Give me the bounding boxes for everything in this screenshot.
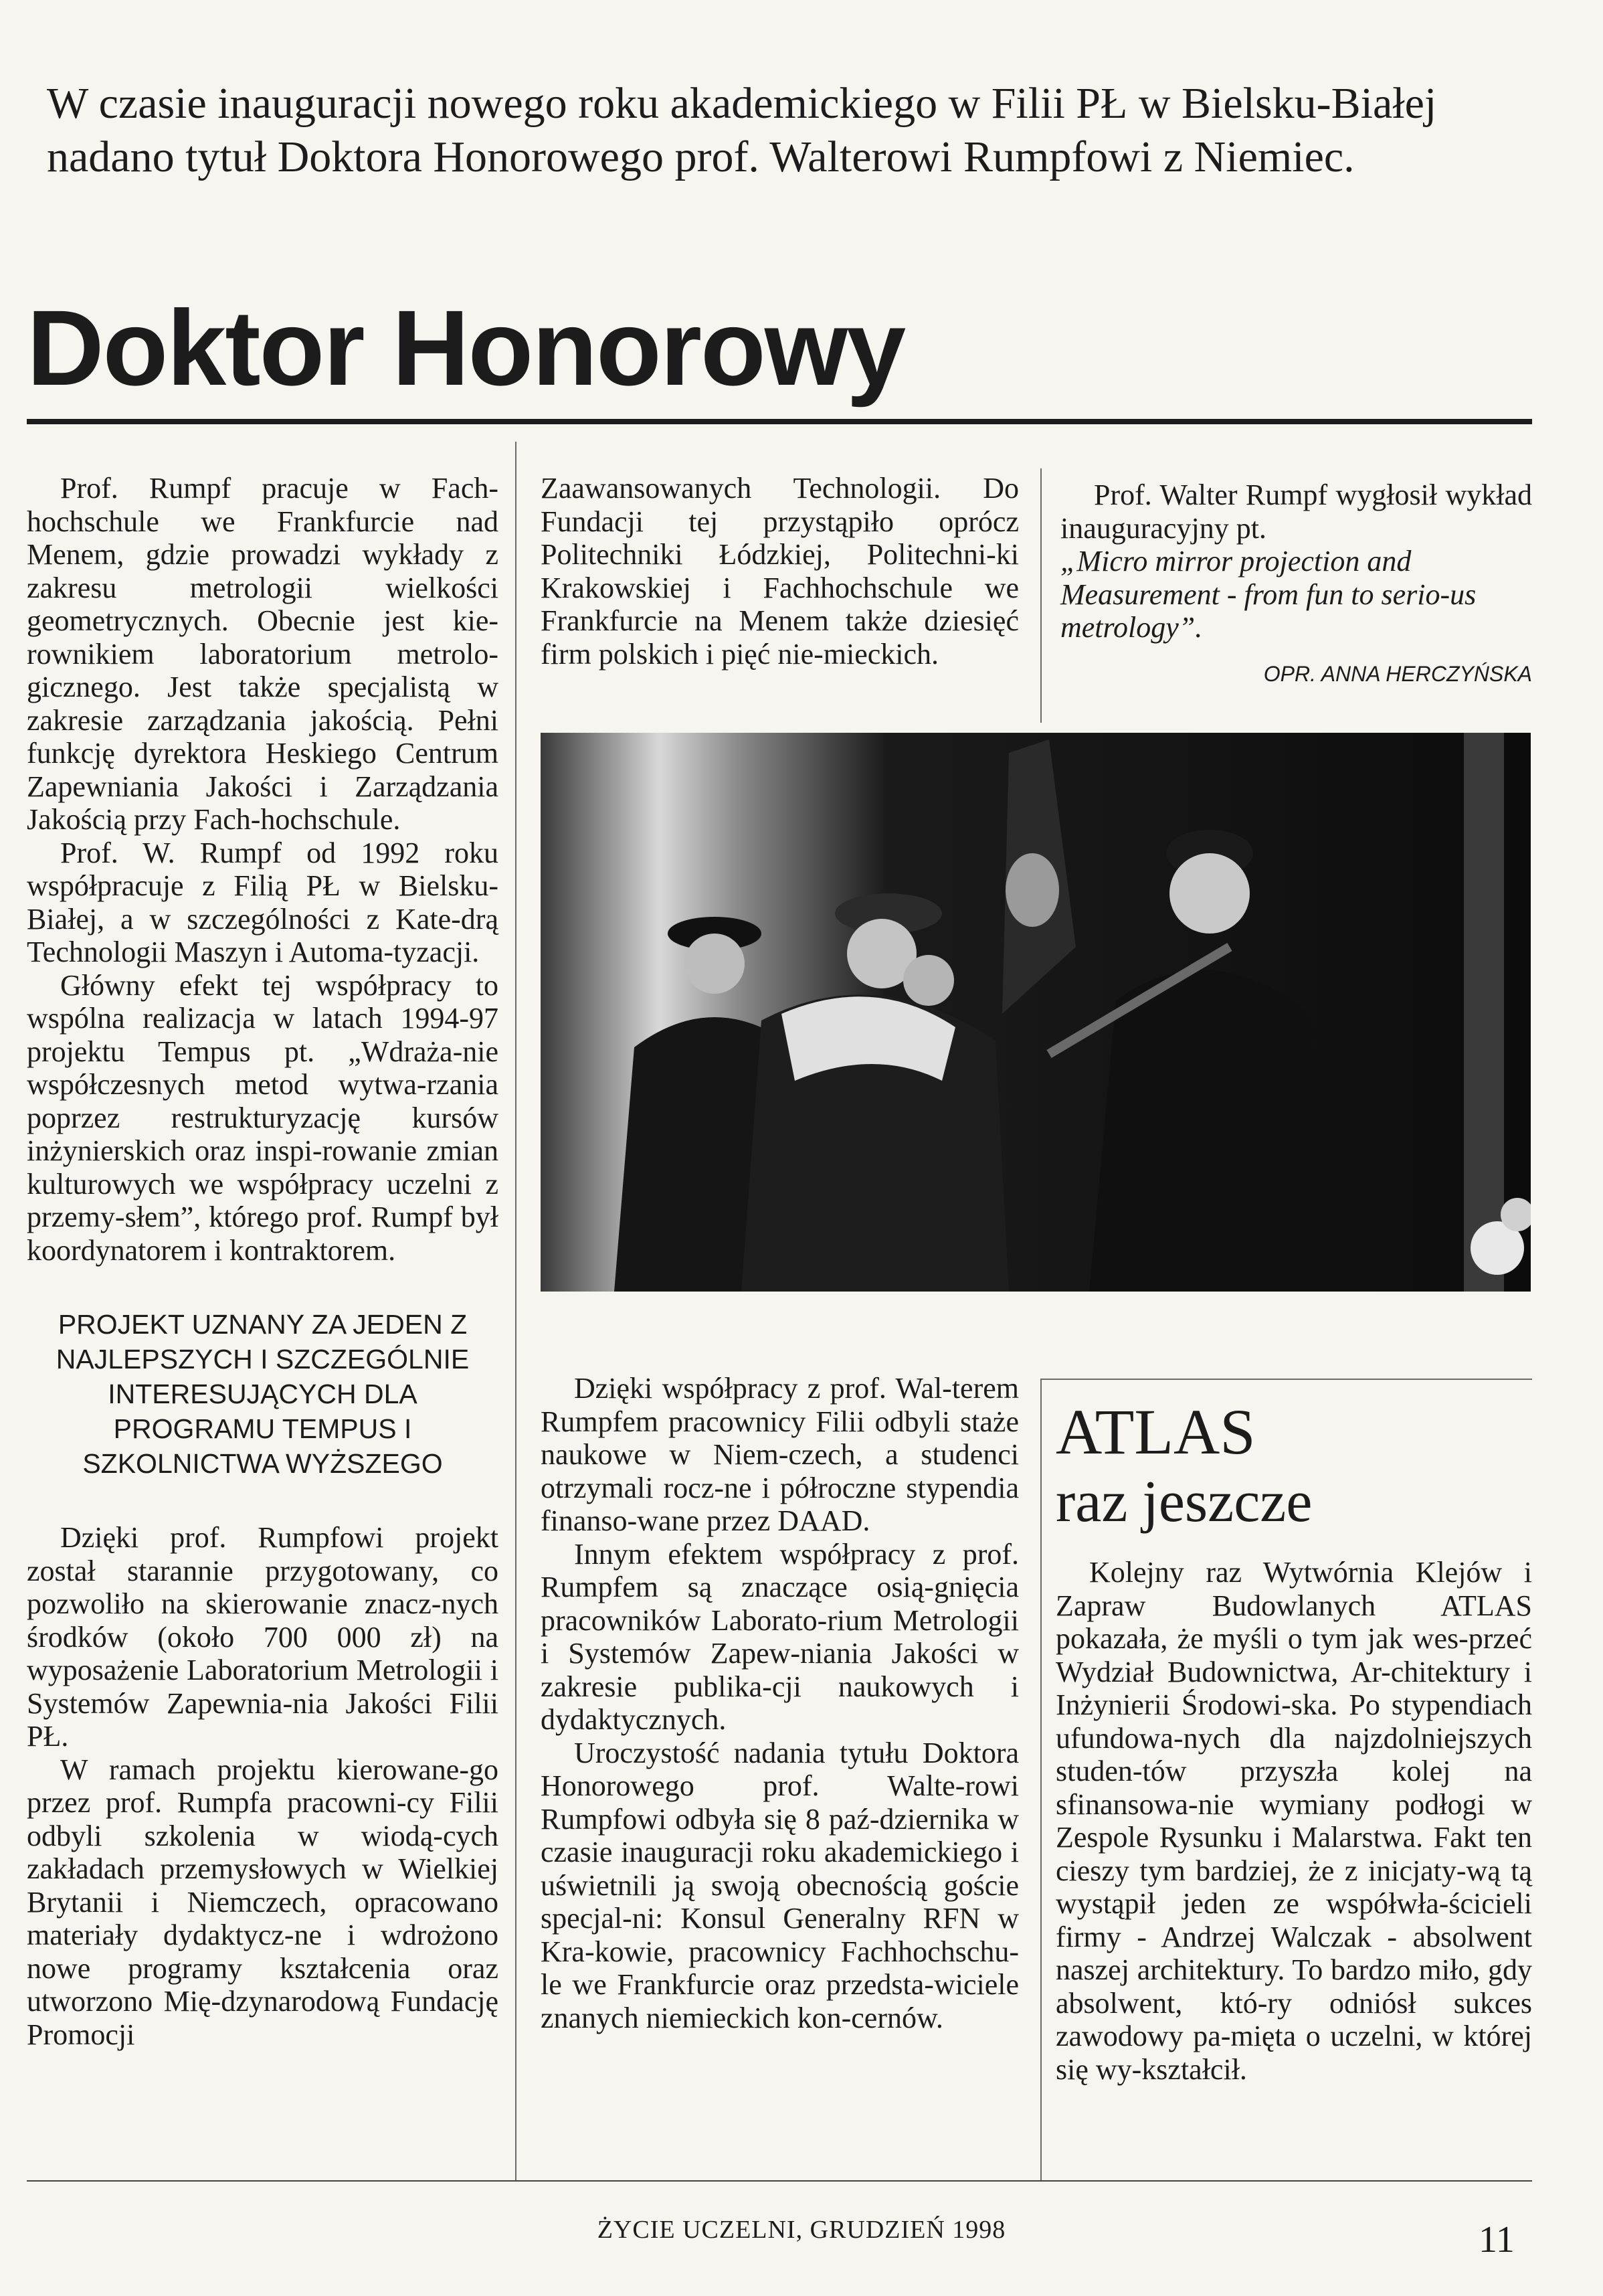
column-2-bottom [541,1372,1019,2034]
col1-paragraph-3: Główny efekt tej współpracy to wspólna realizacja w latach 1994-97 projektu Tempus pt. „Wdraża-nie współczesnych metod wytwa-rzania poprzez restrukturyzację kursów inżynierskich oraz inspi-rowanie zmian kulturowych we współpracy uczelni z przemy-słem”, którego prof. Rumpf był koordynatorem i kontraktorem. [27,968,498,1267]
article-lead: W czasie inauguracji nowego roku akademickiego w Filii PŁ w Bielsku-Białej nadano tytuł Doktora Honorowego prof. Walterowi Rumpfowi z Niemiec. [47,79,1437,181]
column-1 [27,472,498,2051]
column-rule-left [515,442,516,2182]
col1-paragraph-5: W ramach projektu kierowane-go przez prof. Rumpfa pracowni-cy Filii odbyli szkolenia w wiodą-cych zakładach przemysłowych w Wielkiej Brytanii i Niemczech, opracowano materiały dydaktycz-ne i wdrożono nowe programy kształcenia oraz utworzono Mię-dzynarodową Fundację Promocji [27,1753,498,2051]
publication-footer: ŻYCIE UCZELNI, GRUDZIEŃ 1998 [597,2216,1006,2244]
col1-subhead: PROJEKT UZNANY ZA JEDEN Z NAJLEPSZYCH I SZCZEGÓLNIE INTERESUJĄCYCH DLA PROGRAMU TEMPUS I SZKOLNICTWA WYŻSZEGO [56,1309,470,1479]
article-headline: Doktor Honorowy [27,288,905,408]
ceremony-photo [541,733,1531,1292]
atlas-top-rule [1040,1379,1532,1380]
column-rule-right-top [1040,468,1042,723]
col2-paragraph-1: Dzięki współpracy z prof. Wal-terem Rumpfem pracownicy Filii odbyli staże naukowe w Niem-czech, a studenci otrzymali rocz-ne i półroczne stypendia finanso-wane przez DAAD. [541,1372,1019,1537]
atlas-paragraph: Kolejny raz Wytwórnia Klejów i Zapraw Budowlanych ATLAS pokazała, że myśli o tym jak wes-przeć Wydział Budownictwa, Ar-chitektury i Inżynierii Środowi-ska. Po stypendiach ufundowa-nych dla najzdolniejszych studen-tów przyszła kolej na sfinansowa-nie wymiany podłogi w Zespole Rysunku i Malarstwa. Fakt ten cieszy tym bardziej, że z inicjaty-wą tą wystąpił jeden ze współwła-ścicieli firmy - Andrzej Walczak - absolwent naszej architektury. To bardzo miło, gdy absolwent, któ-ry odniósł sukces zawodowy pa-mięta o uczelni, w której się wy-kształcił. [1056,1556,1532,2086]
col2-paragraph-3: Uroczystość nadania tytułu Doktora Honorowego prof. Walte-rowi Rumpfowi odbyła się 8 paź-dziernika w czasie inauguracji roku akademickiego i uświetnili ją swoją obecnością goście specjal-ni: Konsul Generalny RFN w Kra-kowie, pracownicy Fachhochschu-le we Frankfurcie oraz przedsta-wiciele znanych niemieckich kon-cernów. [541,1736,1019,2034]
col3-paragraph-1: Prof. Walter Rumpf wygłosił wykład inauguracyjny pt. [1060,478,1532,545]
col1-paragraph-2: Prof. W. Rumpf od 1992 roku współpracuje z Filią PŁ w Bielsku-Białej, a w szczególności z Kate-drą Technologii Maszyn i Automa-tyzacji. [27,836,498,968]
col2-paragraph-2: Innym efektem współpracy z prof. Rumpfem są znaczące osią-gnięcia pracowników Laborato-rium Metrologii i Systemów Zapew-niania Jakości w zakresie publika-cji naukowych i dydaktycznych. [541,1537,1019,1736]
atlas-body [1056,1556,1532,2086]
page-number: 11 [1479,2219,1515,2261]
atlas-subtitle: raz jeszcze [1056,1470,1313,1534]
lecture-title: „Micro mirror projection and Measurement - from fun to serio-us metrology”. [1060,545,1477,644]
column-2-top [541,472,1019,671]
headline-rule [27,419,1532,424]
byline: OPR. ANNA HERCZYŃSKA [1263,661,1532,686]
col1-paragraph-1: Prof. Rumpf pracuje w Fach-hochschule we Frankfurcie nad Menem, gdzie prowadzi wykłady z zakresu metrologii wielkości geometrycznych. Obecnie jest kie-rownikiem laboratorium metrolo-gicznego. Jest także specjalistą w zakresie zarządzania jakością. Pełni funkcję dyrektora Heskiego Centrum Zapewniania Jakości i Zarządzania Jakością przy Fach-hochschule. [27,472,498,836]
atlas-article [1056,1395,1532,2086]
footer-rule [27,2180,1532,2182]
ceremony-photo-illustration [541,733,1531,1292]
col1-paragraph-4: Dzięki prof. Rumpfowi projekt został starannie przygotowany, co pozwoliło na skierowanie znacz-nych środków (około 700 000 zł) na wyposażenie Laboratorium Metrologii i Systemów Zapewnia-nia Jakości Filii PŁ. [27,1521,498,1753]
atlas-title: ATLAS [1056,1396,1256,1468]
col2-top-paragraph: Zaawansowanych Technologii. Do Fundacji tej przystąpiło oprócz Politechniki Łódzkiej, Politechni-ki Krakowskiej i Fachhochschule we Frankfurcie na Menem także dziesięć firm polskich i pięć nie-mieckich. [541,472,1019,671]
column-3-top [1060,478,1532,691]
column-rule-right-bottom [1040,1379,1042,2182]
